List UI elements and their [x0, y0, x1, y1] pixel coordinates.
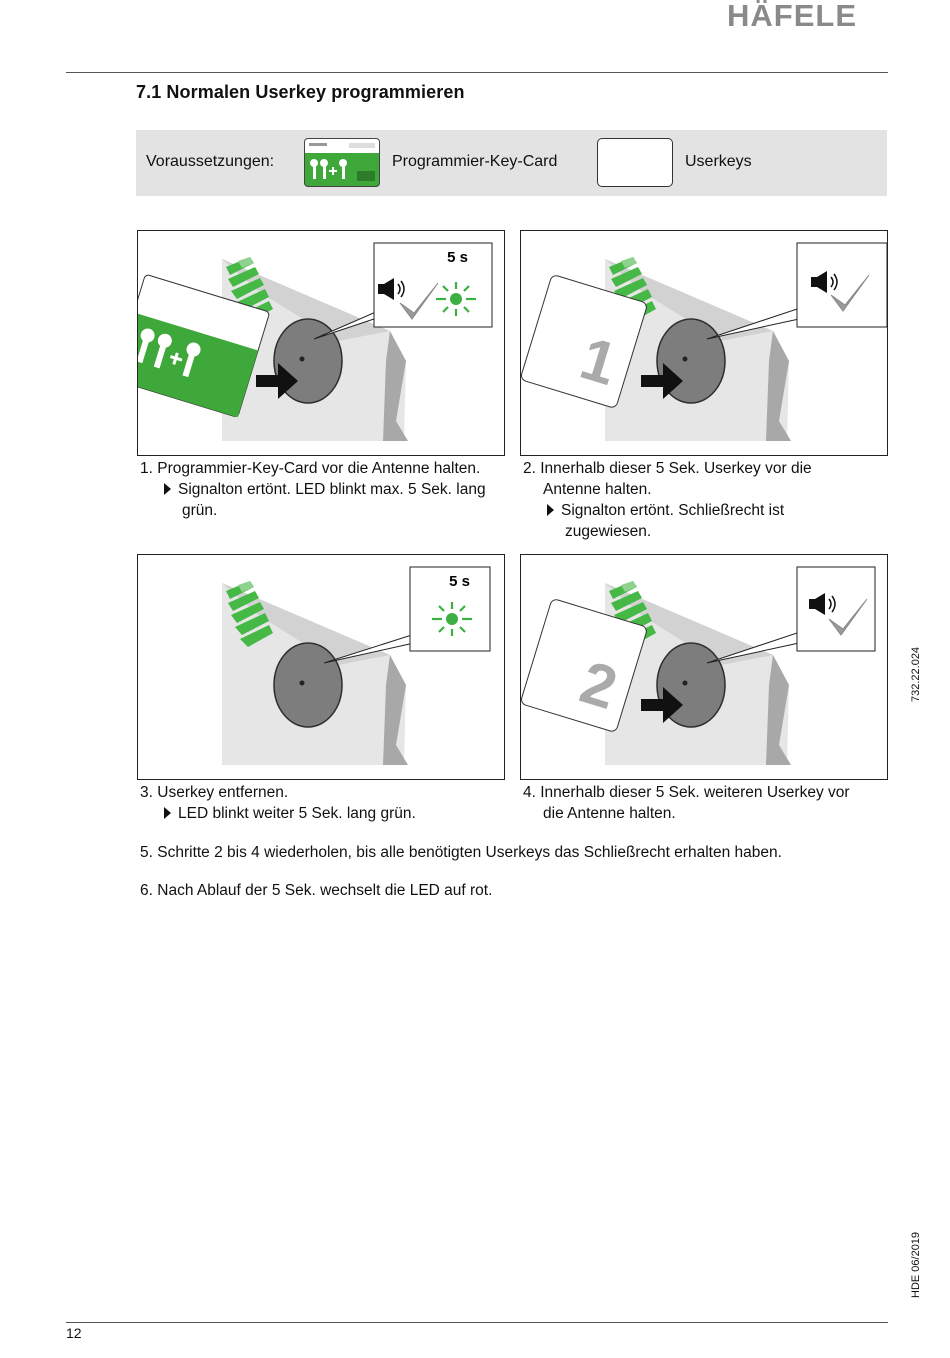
illustration-step-3: [137, 554, 505, 780]
step-text: Programmier-Key-Card vor die Antenne halten.: [157, 460, 481, 477]
step-number: 2.: [523, 460, 536, 477]
userkeys-label: Userkeys: [685, 153, 752, 170]
step-2: [523, 458, 888, 542]
step-number: 6.: [140, 882, 153, 899]
step-text: Schritte 2 bis 4 wiederholen, bis alle benötigten Userkeys das Schließrecht erhalten haben.: [157, 844, 782, 861]
step-text: Userkey entfernen.: [157, 784, 289, 801]
step-result-cont: zugewiesen.: [565, 523, 652, 540]
step-number: 1.: [140, 460, 153, 477]
step-result: Signalton ertönt. Schließrecht ist: [561, 502, 785, 519]
brand-logo: [727, 0, 887, 28]
brand-logo-text: HÄFELE: [727, 0, 857, 28]
timer-label: 5 s: [447, 249, 468, 266]
illustration-step-1: [137, 230, 505, 456]
result-arrow-icon: [164, 483, 171, 495]
step-number: 5.: [140, 844, 153, 861]
doc-number: 732.22.024: [910, 646, 922, 702]
userkey-card-icon: [597, 138, 673, 187]
header-divider: [66, 72, 888, 73]
step-3: [140, 782, 510, 824]
edition-label: HDE 06/2019: [910, 1231, 922, 1298]
illustration-step-2: [520, 230, 888, 456]
section-title: 7.1 Normalen Userkey programmieren: [136, 82, 465, 102]
step-number: 4.: [523, 784, 536, 801]
page-number: 12: [66, 1325, 82, 1341]
step-text: Innerhalb dieser 5 Sek. weiteren Userkey vor: [540, 784, 850, 801]
footer-divider: [66, 1322, 888, 1323]
step-number: 3.: [140, 784, 153, 801]
step-text-cont: die Antenne halten.: [543, 805, 676, 822]
step-6: [140, 880, 880, 901]
step-text-cont: Antenne halten.: [543, 481, 652, 498]
step-5: [140, 842, 880, 863]
programming-card-label: Programmier-Key-Card: [392, 153, 558, 170]
step-text: Nach Ablauf der 5 Sek. wechselt die LED auf rot.: [157, 882, 493, 899]
userkey-number: 2: [573, 648, 625, 723]
step-result-cont: grün.: [182, 502, 218, 519]
illustration-step-4: [520, 554, 888, 780]
prerequisites-bar: [136, 130, 887, 196]
step-1: [140, 458, 510, 521]
programming-card-icon: [304, 138, 380, 187]
timer-label: 5 s: [449, 573, 470, 590]
result-arrow-icon: [547, 504, 554, 516]
prerequisites-label: Voraussetzungen:: [146, 153, 275, 170]
step-result: LED blinkt weiter 5 Sek. lang grün.: [178, 805, 416, 822]
result-arrow-icon: [164, 807, 171, 819]
step-4: [523, 782, 888, 824]
step-result: Signalton ertönt. LED blinkt max. 5 Sek. lang: [178, 481, 486, 498]
step-text: Innerhalb dieser 5 Sek. Userkey vor die: [540, 460, 812, 477]
userkey-number: 1: [573, 324, 625, 399]
